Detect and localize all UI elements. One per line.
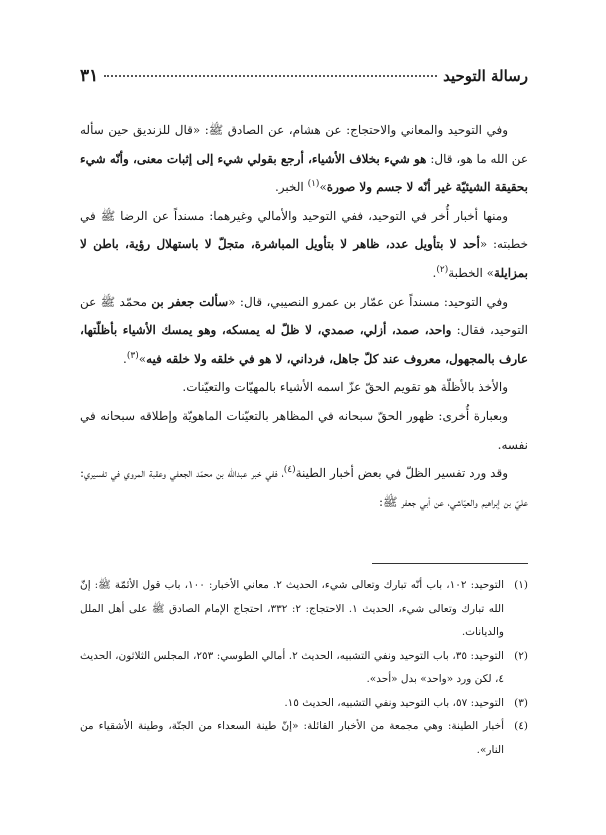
text-run: وفي التوحيد والمعاني والاحتجاج: عن هشام، عن الصادق ﷺ: «قال للزنديق حين سأله عن الله ما هو، قال:	[80, 123, 528, 166]
footnote-ref: (٤)	[283, 465, 296, 476]
paragraph	[80, 202, 528, 288]
footnote	[80, 645, 528, 692]
text-run: .	[432, 265, 437, 280]
bold-quote: سألت جعفر بن	[151, 294, 229, 309]
footnote-ref: (٢)	[436, 264, 449, 275]
main-text	[80, 116, 528, 516]
header-dotted-leader	[104, 75, 437, 77]
text-run: ، ففي خبر عبدالله بن محمّد الجعفي وعقبة المروي في تفسيري: عليّ بن إبراهيم والعيّاشي، عن أبي جعفر ﷺ:	[80, 466, 528, 509]
footnote-text: التوحيد: ٥٧، باب التوحيد ونفي التشبيه، الحديث ١٥.	[284, 696, 504, 709]
footnote-text: التوحيد: ٣٥، باب التوحيد ونفي التشبيه، الحديث ٢. أمالي الطوسي: ٢٥٣، المجلس الثلاثون، الحديث ٤، لكن ورد «واحد» بدل «أحد».	[80, 649, 504, 685]
text-run: »	[319, 180, 327, 195]
footnotes	[80, 574, 528, 762]
text-run: »	[138, 351, 147, 366]
paragraph	[80, 402, 528, 459]
text-run: والأخذ بالأظلّة هو تقويم الحقّ عزّ اسمه الأشياء بالمهيّات والتعيّنات.	[182, 380, 508, 395]
text-run: الخبر.	[274, 180, 308, 195]
footnote-text: أخبار الطينة: وهي مجمعة من الأخبار القائلة: «إنّ طينة السعداء من الجنّة، وطينة الأشقياء من النار».	[80, 720, 504, 756]
page-number: ٣١	[80, 66, 99, 86]
footnote-ref: (١)	[307, 179, 320, 190]
paragraph	[80, 373, 528, 402]
bold-quote: أحد لا بتأويل عدد، ظاهر لا بتأويل المباشرة، متجلّ لا باستهلال رؤية، باطن لا بمزايلة	[80, 237, 528, 280]
footnote	[80, 574, 528, 645]
text-run: وبعبارة أُخرى: ظهور الحقّ سبحانه في المظاهر بالتعيّنات الماهويّة وإطلاقه سبحانه في نفسه.	[80, 408, 528, 452]
text-run: وفي التوحيد: مسنداً عن عمّار بن عمرو النصيبي، قال: «	[228, 294, 508, 309]
footnote-number: (٣)	[514, 696, 528, 709]
text-run: ومنها أخبار أُخر في التوحيد، ففي التوحيد والأمالي وغيرهما: مسنداً عن الرضا ﷺ في خطبته: «	[80, 208, 528, 252]
text-run: » الخطبة	[448, 265, 495, 280]
footnote	[80, 692, 528, 716]
bold-quote: واحد، صمد، أزلي، صمدي، لا ظلّ له يمسكه، وهو يمسك الأشياء بأظلّتها، عارف بالمجهول، معروف عند كلّ جاهل، فرداني، لا هو في خلقه ولا خلقه فيه	[80, 323, 528, 366]
footnote-text: التوحيد: ١٠٢، باب أنّه تبارك وتعالى شيء، الحديث ٢. معاني الأخبار: ١٠٠، باب قول الأئمّة ﷺ: إنّ الله تبارك وتعالى شيء، الحديث ١. الاحتجاج: ٢: ٣٣٢، احتجاج الإمام الصادق ﷺ على أهل الملل والديانات.	[80, 579, 504, 638]
running-header	[80, 66, 528, 92]
text-run: وقد ورد تفسير الظلّ في بعض أخبار الطينة	[295, 466, 508, 481]
footnote-ref: (٣)	[126, 350, 139, 361]
footnote-number: (٢)	[514, 649, 528, 662]
text-run: محمّد ﷺ عن التوحيد، فقال:	[80, 294, 528, 338]
footnote	[80, 715, 528, 762]
footnote-number: (٤)	[514, 720, 528, 732]
text-run: .	[123, 351, 127, 366]
running-title: رسالة التوحيد	[443, 67, 528, 85]
bold-quote: هو شيء بخلاف الأشياء، أرجع بقولي شيء إلى إثبات معنى، وأنّه شيء بحقيقة الشيئيّة غير أنّه لا جسم ولا صورة	[80, 151, 528, 195]
paragraph	[80, 459, 528, 516]
footnote-divider	[372, 563, 528, 564]
paragraph	[80, 116, 528, 202]
footnote-number: (١)	[514, 579, 528, 591]
paragraph	[80, 288, 528, 374]
